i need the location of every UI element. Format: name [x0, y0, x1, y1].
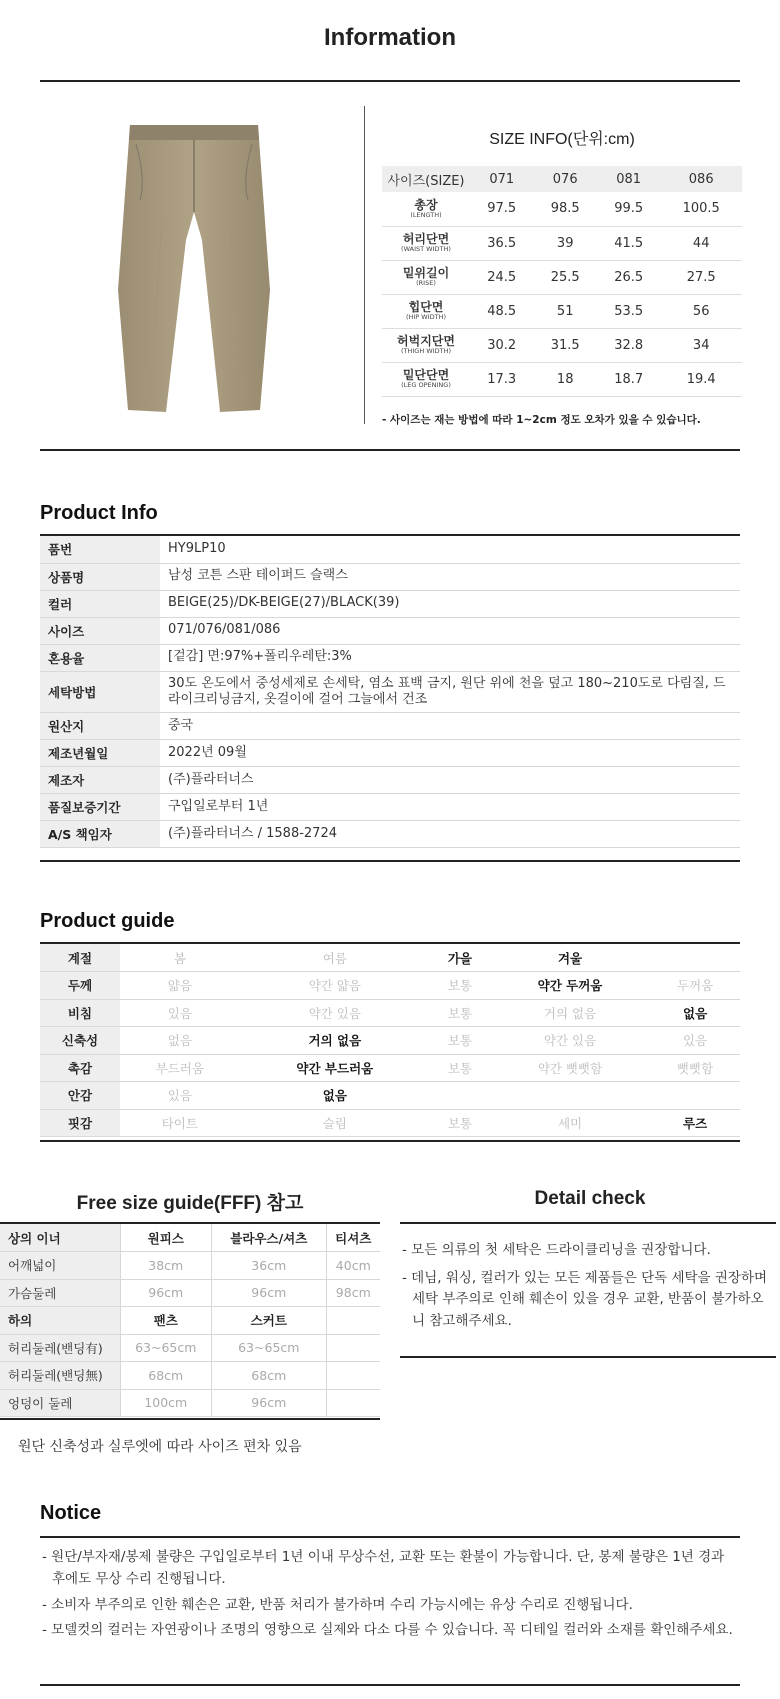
size-cell: 51 [533, 294, 596, 328]
measure-name: 밑위길이 [402, 266, 450, 281]
info-value: 071/076/081/086 [160, 617, 740, 644]
guide-cell: 보통 [430, 999, 490, 1027]
free-cell [326, 1334, 380, 1362]
divider [40, 1684, 740, 1686]
guide-cell: 보통 [430, 1109, 490, 1137]
guide-cell: 봄 [120, 944, 240, 972]
size-row [382, 328, 742, 362]
free-header-cell: 하의 [0, 1307, 120, 1335]
divider [40, 1536, 740, 1538]
free-header-cell: 스커트 [212, 1307, 327, 1335]
info-key: A/S 책임자 [40, 821, 160, 848]
size-table-header [382, 166, 742, 192]
measure-name-en: (WAIST WIDTH) [401, 244, 451, 253]
divider [40, 860, 740, 862]
size-cell: 19.4 [660, 362, 742, 396]
guide-cell: 얇음 [120, 972, 240, 1000]
size-col: 081 [597, 166, 660, 192]
free-key: 어깨넓이 [0, 1252, 120, 1280]
list-item: - 모든 의류의 첫 세탁은 드라이클리닝을 권장합니다. [402, 1242, 711, 1258]
size-row-label [382, 260, 470, 294]
product-info-title: Product Info [40, 502, 158, 524]
free-cell: 100cm [120, 1389, 212, 1417]
guide-cell: 세미 [490, 1109, 650, 1137]
table-row [40, 536, 740, 563]
table-row [0, 1252, 380, 1280]
table-row [0, 1362, 380, 1390]
size-row-label [382, 226, 470, 260]
guide-cell: 보통 [430, 1027, 490, 1055]
product-info-table [40, 536, 740, 848]
free-header-cell: 팬츠 [120, 1307, 212, 1335]
product-guide-table [40, 944, 740, 1137]
measure-name: 총장 [414, 198, 438, 213]
size-row-label [382, 294, 470, 328]
guide-key: 비침 [40, 999, 120, 1027]
size-cell: 97.5 [470, 192, 533, 226]
guide-key: 촉감 [40, 1054, 120, 1082]
free-cell: 96cm [212, 1279, 327, 1307]
info-key: 혼용율 [40, 644, 160, 671]
free-cell: 38cm [120, 1252, 212, 1280]
table-row [40, 644, 740, 671]
info-value: BEIGE(25)/DK-BEIGE(27)/BLACK(39) [160, 590, 740, 617]
info-value: 2022년 09월 [160, 740, 740, 767]
table-row [40, 999, 740, 1027]
list-item: - 데님, 워싱, 컬러가 있는 모든 제품들은 단독 세탁을 권장하며 세탁 부주의로 인해 훼손이 있을 경우 교환, 반품이 불가하오니 참고해주세요. [402, 1269, 768, 1329]
size-col: 076 [533, 166, 596, 192]
table-row [40, 671, 740, 713]
guide-cell-selected: 없음 [240, 1082, 430, 1110]
free-cell: 96cm [120, 1279, 212, 1307]
guide-cell [490, 1082, 650, 1110]
divider [40, 80, 740, 82]
free-key: 엉덩이 둘레 [0, 1389, 120, 1417]
info-value: [겉감] 면:97%+폴리우레탄:3% [160, 644, 740, 671]
divider [0, 1418, 380, 1420]
guide-cell: 거의 없음 [490, 999, 650, 1027]
info-key: 품번 [40, 536, 160, 563]
free-cell: 63~65cm [212, 1334, 327, 1362]
free-header-cell: 블라우스/셔츠 [212, 1224, 327, 1252]
guide-cell [650, 1082, 740, 1110]
info-key: 품질보증기간 [40, 794, 160, 821]
free-cell: 36cm [212, 1252, 327, 1280]
measure-name: 힙단면 [408, 300, 444, 315]
table-row [40, 563, 740, 590]
measure-name-en: (LENGTH) [410, 210, 442, 219]
divider [40, 1140, 740, 1142]
size-cell: 26.5 [597, 260, 660, 294]
notice-list [40, 1546, 740, 1644]
table-row [40, 767, 740, 794]
product-image [110, 120, 280, 420]
guide-cell: 있음 [120, 999, 240, 1027]
free-header-cell [326, 1307, 380, 1335]
measure-name: 밑단단면 [402, 368, 450, 383]
free-key: 허리둘레(밴딩無) [0, 1362, 120, 1390]
list-item: - 소비자 부주의로 인한 훼손은 교환, 반품 처리가 불가하며 수리 가능시에는 유상 수리로 진행됩니다. [42, 1596, 633, 1613]
vertical-divider [364, 106, 365, 424]
measure-name: 허리단면 [402, 232, 450, 247]
table-row [40, 1027, 740, 1055]
free-header-cell: 티셔츠 [326, 1224, 380, 1252]
guide-key: 두께 [40, 972, 120, 1000]
size-cell: 18 [533, 362, 596, 396]
table-row [40, 713, 740, 740]
size-row-label [382, 362, 470, 396]
guide-cell: 약간 있음 [240, 999, 430, 1027]
size-col: 086 [660, 166, 742, 192]
guide-cell: 약간 뻣뻣함 [490, 1054, 650, 1082]
table-row [40, 617, 740, 644]
info-key: 컬러 [40, 590, 160, 617]
guide-cell: 보통 [430, 1054, 490, 1082]
free-cell: 40cm [326, 1252, 380, 1280]
size-cell: 27.5 [660, 260, 742, 294]
free-cell [326, 1362, 380, 1390]
free-size-table [0, 1224, 380, 1417]
notice-title: Notice [40, 1502, 102, 1524]
size-note: - 사이즈는 재는 방법에 따라 1~2cm 정도 오차가 있을 수 있습니다. [382, 414, 701, 426]
divider [400, 1222, 776, 1224]
guide-cell: 없음 [120, 1027, 240, 1055]
guide-cell-selected: 거의 없음 [240, 1027, 430, 1055]
list-item: - 원단/부자재/봉제 불량은 구입일로부터 1년 이내 무상수선, 교환 또는 환불이 가능합니다. 단, 봉제 불량은 1년 경과 후에도 무상 수리 진행됩니다. [42, 1549, 725, 1588]
table-row [40, 1109, 740, 1137]
measure-name-en: (THIGH WIDTH) [400, 346, 452, 355]
size-cell: 18.7 [597, 362, 660, 396]
info-key: 상품명 [40, 563, 160, 590]
guide-cell-selected: 가을 [430, 944, 490, 972]
list-item: - 모델컷의 컬러는 자연광이나 조명의 영향으로 실제와 다소 다를 수 있습니다. 꼭 디테일 컬러와 소재를 확인해주세요. [42, 1621, 733, 1638]
guide-cell-selected: 없음 [650, 999, 740, 1027]
table-header-row [0, 1224, 380, 1252]
guide-cell [430, 1082, 490, 1110]
size-row [382, 260, 742, 294]
guide-cell: 타이트 [120, 1109, 240, 1137]
table-row [0, 1389, 380, 1417]
size-cell: 36.5 [470, 226, 533, 260]
size-cell: 98.5 [533, 192, 596, 226]
measure-name-en: (HIP WIDTH) [405, 312, 447, 321]
guide-cell: 뻣뻣함 [650, 1054, 740, 1082]
guide-cell: 슬림 [240, 1109, 430, 1137]
free-header-cell: 상의 이너 [0, 1224, 120, 1252]
table-row [40, 794, 740, 821]
size-cell: 31.5 [533, 328, 596, 362]
guide-cell: 있음 [650, 1027, 740, 1055]
table-row [0, 1279, 380, 1307]
info-value: (주)플라터너스 / 1588-2724 [160, 821, 740, 848]
size-cell: 100.5 [660, 192, 742, 226]
info-value: (주)플라터너스 [160, 767, 740, 794]
info-key: 제조년월일 [40, 740, 160, 767]
guide-cell: 여름 [240, 944, 430, 972]
detail-check-title: Detail check [534, 1188, 646, 1209]
size-row [382, 192, 742, 226]
product-guide-title: Product guide [40, 910, 175, 932]
info-value: 구입일로부터 1년 [160, 794, 740, 821]
size-cell: 32.8 [597, 328, 660, 362]
size-row [382, 362, 742, 396]
table-row [40, 740, 740, 767]
size-table [382, 166, 742, 397]
size-cell: 34 [660, 328, 742, 362]
table-row [0, 1334, 380, 1362]
guide-cell-selected: 약간 두꺼움 [490, 972, 650, 1000]
free-key: 허리둘레(밴딩有) [0, 1334, 120, 1362]
divider [40, 449, 740, 451]
size-cell: 30.2 [470, 328, 533, 362]
free-cell: 96cm [212, 1389, 327, 1417]
size-row-label [382, 192, 470, 226]
free-cell: 68cm [212, 1362, 327, 1390]
size-cell: 39 [533, 226, 596, 260]
size-cell: 25.5 [533, 260, 596, 294]
measure-name-en: (LEG OPENING) [401, 380, 451, 389]
page-title: Information [324, 24, 456, 51]
divider [400, 1356, 776, 1358]
info-value: 남성 코튼 스판 테이퍼드 슬랙스 [160, 563, 740, 590]
detail-check-list [400, 1240, 776, 1338]
table-row [40, 821, 740, 848]
free-size-note: 원단 신축성과 실루엣에 따라 사이즈 편차 있음 [18, 1439, 302, 1455]
size-cell: 41.5 [597, 226, 660, 260]
size-cell: 17.3 [470, 362, 533, 396]
guide-cell: 있음 [120, 1082, 240, 1110]
size-col: 071 [470, 166, 533, 192]
guide-key: 신축성 [40, 1027, 120, 1055]
measure-name-en: (RISE) [416, 278, 436, 287]
guide-cell-selected: 루즈 [650, 1109, 740, 1137]
info-value: HY9LP10 [160, 536, 740, 563]
guide-cell: 보통 [430, 972, 490, 1000]
info-value: 30도 온도에서 중성세제로 손세탁, 염소 표백 금지, 원단 위에 천을 덮고 180~210도로 다림질, 드라이크리닝금지, 옷걸이에 걸어 그늘에서 건조 [160, 671, 740, 713]
table-header-row [0, 1307, 380, 1335]
size-row [382, 294, 742, 328]
guide-cell-selected: 약간 부드러움 [240, 1054, 430, 1082]
table-row [40, 1082, 740, 1110]
free-cell [326, 1389, 380, 1417]
guide-key: 안감 [40, 1082, 120, 1110]
size-cell: 24.5 [470, 260, 533, 294]
table-row [40, 590, 740, 617]
size-cell: 48.5 [470, 294, 533, 328]
table-row [40, 972, 740, 1000]
free-header-cell: 원피스 [120, 1224, 212, 1252]
free-cell: 68cm [120, 1362, 212, 1390]
free-cell: 98cm [326, 1279, 380, 1307]
size-row-label [382, 328, 470, 362]
info-key: 세탁방법 [40, 671, 160, 713]
guide-key: 계절 [40, 944, 120, 972]
table-row [40, 1054, 740, 1082]
free-key: 가슴둘레 [0, 1279, 120, 1307]
measure-name: 허벅지단면 [397, 334, 455, 349]
size-col-label: 사이즈(SIZE) [382, 166, 470, 192]
size-cell: 99.5 [597, 192, 660, 226]
table-row [40, 944, 740, 972]
guide-cell-selected: 겨울 [490, 944, 650, 972]
guide-key: 핏감 [40, 1109, 120, 1137]
guide-cell: 두꺼움 [650, 972, 740, 1000]
size-info-title: SIZE INFO(단위:cm) [489, 131, 635, 148]
size-cell: 53.5 [597, 294, 660, 328]
info-key: 원산지 [40, 713, 160, 740]
free-cell: 63~65cm [120, 1334, 212, 1362]
size-cell: 56 [660, 294, 742, 328]
info-value: 중국 [160, 713, 740, 740]
free-size-title: Free size guide(FFF) 참고 [76, 1193, 304, 1214]
info-key: 제조자 [40, 767, 160, 794]
guide-cell: 약간 얇음 [240, 972, 430, 1000]
size-row [382, 226, 742, 260]
guide-cell: 부드러움 [120, 1054, 240, 1082]
info-key: 사이즈 [40, 617, 160, 644]
guide-cell: 약간 있음 [490, 1027, 650, 1055]
guide-cell [650, 944, 740, 972]
size-cell: 44 [660, 226, 742, 260]
